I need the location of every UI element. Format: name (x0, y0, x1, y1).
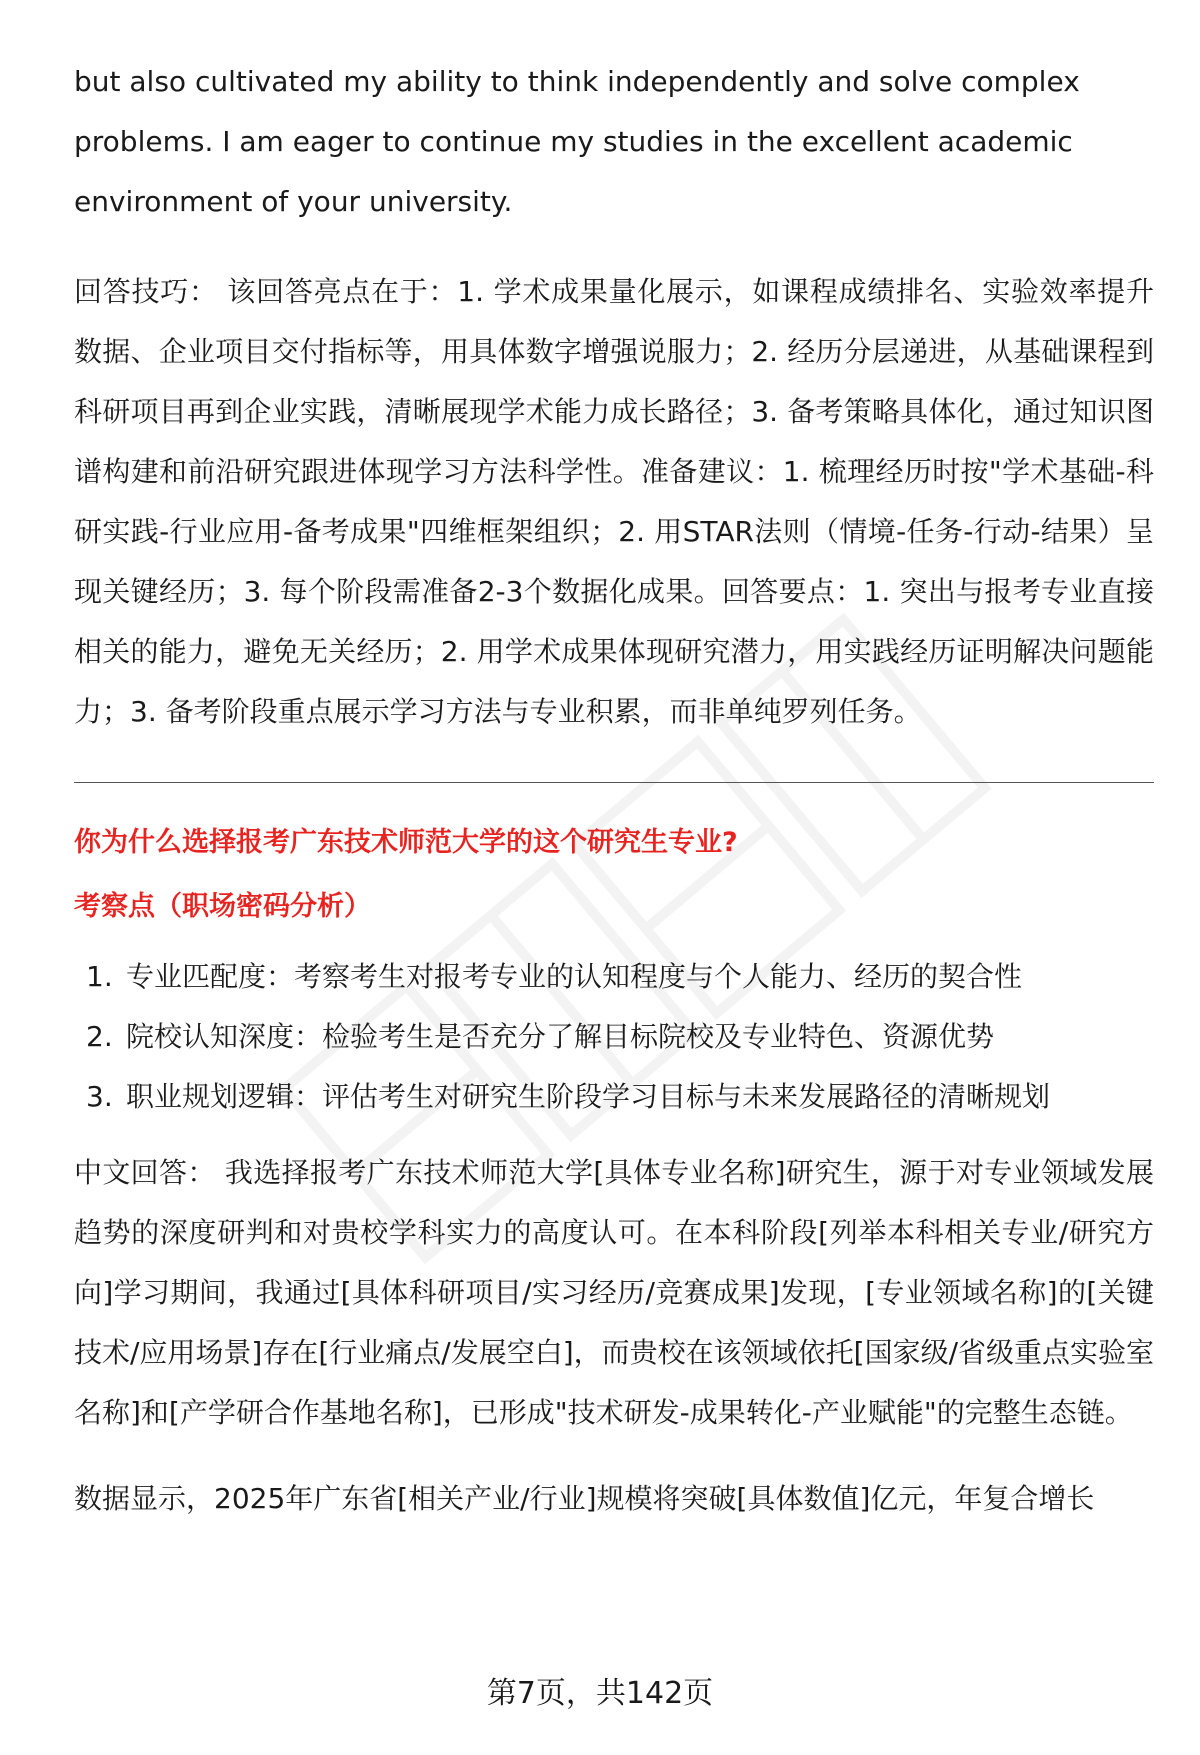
document-body (74, 52, 1154, 1529)
list-item: 2. 院校认知深度：检验考生是否充分了解目标院校及专业特色、资源优势 (86, 1020, 995, 1053)
page-footer: 第7页，共142页 (486, 1676, 714, 1711)
section-divider (74, 782, 1154, 783)
data-paragraph: 数据显示，2025年广东省[相关产业/行业]规模将突破[具体数值]亿元，年复合增长 (74, 1482, 1095, 1515)
list-item: 3. 职业规划逻辑：评估考生对研究生阶段学习目标与未来发展路径的清晰规划 (86, 1080, 1051, 1113)
intro-english-paragraph: but also cultivated my ability to think independently and solve complex problems. I am eager to continue my studies in the excellent academic environment of your university. (74, 65, 1080, 218)
focus-heading: 考察点（职场密码分析） (74, 891, 371, 922)
tips-paragraph: 回答技巧： 该回答亮点在于：1. 学术成果量化展示，如课程成绩排名、实验效率提升数据、企业项目交付指标等，用具体数字增强说服力；2. 经历分层递进，从基础课程到科研项目再到企业实践，清晰展现学术能力成长路径；3. 备考策略具体化，通过知识图谱构建和前沿研究跟进体现学习方法科学性。准备建议：1. 梳理经历时按"学术基础-科研实践-行业应用-备考成果"四维框架组织；2. 用STAR法则（情境-任务-行动-结果）呈现关键经历；3. 每个阶段需准备2-3个数据化成果。回答要点：1. 突出与报考专业直接相关的能力，避免无关经历；2. 用学术成果体现研究潜力，用实践经历证明解决问题能力；3. 备考阶段重点展示学习方法与专业积累，而非单纯罗列任务。 (74, 275, 1154, 728)
chinese-answer-paragraph: 中文回答： 我选择报考广东技术师范大学[具体专业名称]研究生，源于对专业领域发展趋势的深度研判和对贵校学科实力的高度认可。在本科阶段[列举本科相关专业/研究方向]学习期间，我通过[具体科研项目/实习经历/竞赛成果]发现，[专业领域名称]的[关键技术/应用场景]存在[行业痛点/发展空白]，而贵校在该领域依托[国家级/省级重点实验室名称]和[产学研合作基地名称]，已形成"技术研发-成果转化-产业赋能"的完整生态链。 (74, 1156, 1155, 1429)
list-item: 1. 专业匹配度：考察考生对报考专业的认知程度与个人能力、经历的契合性 (86, 960, 1023, 993)
question-heading: 你为什么选择报考广东技术师范大学的这个研究生专业? (74, 827, 738, 858)
focus-points-list (74, 947, 1154, 1127)
